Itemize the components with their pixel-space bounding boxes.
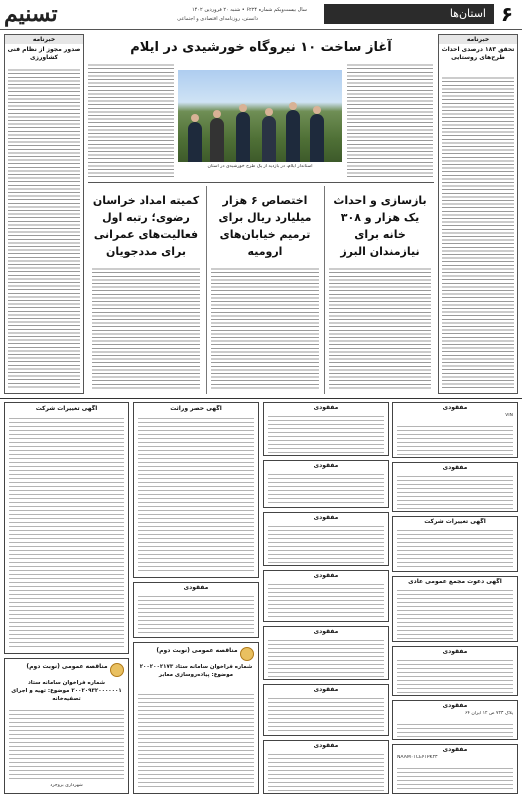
tagline: دانستن، روزنامه‌ای اقتصادی و اجتماعی — [177, 16, 258, 22]
ad-box — [392, 576, 518, 642]
ad-box — [4, 402, 129, 654]
person-figure — [236, 112, 250, 162]
story-3-title: کمیته امداد خراسان رضوی؛ رتبه اول فعالیت‌های عمرانی برای مددجویان — [92, 194, 200, 258]
story-1-body — [329, 266, 431, 390]
ad-text — [397, 423, 513, 455]
story-3 — [88, 186, 204, 394]
story-2-body — [211, 266, 319, 390]
ad-box — [263, 402, 389, 456]
story-1-title: بازسازی و احداث یک هزار و ۳۰۸ خانه برای نیازمندان البرز — [333, 194, 427, 258]
main-story-col-left — [88, 62, 174, 180]
ad-text — [268, 523, 384, 563]
ad-label: مفقودی — [442, 464, 468, 471]
right-column-body — [442, 75, 514, 389]
ad-box — [392, 402, 518, 458]
ad-label: مفقودی — [442, 746, 468, 753]
ad-text — [268, 471, 384, 505]
divider — [88, 182, 434, 183]
ad-text — [268, 695, 384, 733]
page-number: ۶ — [500, 2, 514, 26]
issue-line: سال بیست‌ویکم شماره ۶۲۲۴ • شنبه ۲۰ فروردین ۱۴۰۲ — [192, 7, 307, 13]
ad-text — [397, 657, 513, 693]
ad-text — [9, 707, 124, 781]
newspaper-logo: تسنیم — [4, 1, 58, 27]
ad-label: آگهی تغییرات شرکت — [424, 518, 486, 525]
ad-label: مفقودی — [313, 404, 339, 411]
ad-text — [268, 413, 384, 453]
ad-plate: پلاک ۷۲۳ ص ۱۲ ایران ۶۴ — [464, 711, 513, 716]
ad-label: مفقودی — [313, 572, 339, 579]
section-tab: استان‌ها — [324, 4, 494, 24]
tender-label: مناقصه عمومی (نوبت دوم) — [156, 647, 238, 654]
main-headline: آغاز ساخت ۱۰ نیروگاه خورشیدی در ایلام — [130, 40, 392, 55]
story-2-title: اختصاص ۶ هزار میلیارد ریال برای ترمیم خیابان‌های ارومیه — [218, 194, 312, 258]
left-kicker: خبرنامه — [5, 35, 83, 44]
ad-label: مفقودی — [442, 404, 468, 411]
ad-box — [263, 570, 389, 622]
ad-box — [263, 684, 389, 736]
ad-label: آگهی دعوت مجمع عمومی عادی — [408, 578, 502, 585]
main-story-col-right — [347, 62, 433, 180]
right-column — [438, 34, 518, 394]
ad-text — [397, 765, 513, 791]
story-3-body — [92, 266, 200, 390]
story-1 — [324, 186, 434, 394]
ad-box — [392, 516, 518, 572]
ads-separator — [0, 398, 522, 399]
ad-label: آگهی تغییرات شرکت — [35, 405, 98, 412]
ad-text — [138, 691, 254, 789]
person-figure — [210, 118, 224, 162]
ad-text — [138, 415, 254, 573]
ad-box — [263, 626, 389, 680]
ad-text — [268, 751, 384, 791]
person-figure — [188, 122, 202, 162]
ad-text — [9, 415, 124, 649]
ad-text — [138, 593, 254, 635]
left-column — [4, 34, 84, 394]
ad-text — [397, 527, 513, 569]
right-column-title: تحقق ۱۸۳ درصدی احداث طرح‌های روستایی — [441, 46, 515, 61]
person-head — [313, 106, 321, 114]
ad-text — [268, 581, 384, 619]
person-head — [289, 102, 297, 110]
ad-text — [268, 637, 384, 677]
person-head — [265, 108, 273, 116]
main-photo — [178, 70, 342, 162]
ad-box — [263, 740, 389, 794]
ad-label: مفقودی — [313, 514, 339, 521]
ad-text — [397, 473, 513, 509]
ad-vin: VIN — [505, 413, 513, 418]
ad-box — [263, 460, 389, 508]
ad-box — [263, 512, 389, 566]
person-head — [239, 104, 247, 112]
ad-text — [397, 721, 513, 737]
ad-box — [392, 700, 518, 740]
person-figure — [262, 116, 276, 162]
tender-ad-2 — [133, 642, 259, 794]
left-column-body — [8, 67, 80, 389]
ad-box — [133, 402, 259, 578]
ad-text — [397, 587, 513, 639]
ad-label: آگهی حصر وراثت — [170, 405, 222, 412]
tender-title: شماره فراخوان سامانه ستاد ۲۰۰۲۰۹۳۲۰۰۰۰۰۰۱ موضوع: تهیه و اجرای تصفیه‌خانه — [11, 680, 122, 702]
org-emblem-icon — [110, 663, 124, 677]
ad-footer: شهرداری بروجرد — [50, 783, 83, 788]
ad-box — [392, 646, 518, 696]
story-2 — [206, 186, 322, 394]
ad-label: مفقودی — [313, 628, 339, 635]
photo-caption: استاندار ایلام، در بازدید از یک طرح خورشیدی در استان — [207, 164, 313, 169]
left-column-title: صدور مجوز از نظام فنی کشاورزی — [7, 46, 81, 61]
person-figure — [286, 110, 300, 162]
ad-box — [392, 744, 518, 794]
person-figure — [310, 114, 324, 162]
right-kicker: خبرنامه — [439, 35, 517, 44]
person-head — [191, 114, 199, 122]
tender-title: شماره فراخوان سامانه ستاد ۲۰۰۲۰۰۲۱۷۳ موضوع: پیاده‌روسازی معابر — [139, 664, 253, 678]
ad-label: مفقودی — [183, 584, 209, 591]
masthead — [0, 0, 522, 30]
tender-label: مناقصه عمومی (نوبت دوم) — [26, 663, 108, 670]
ad-label: مفقودی — [313, 742, 339, 749]
org-emblem-icon — [240, 647, 254, 661]
ad-box — [133, 582, 259, 638]
person-head — [213, 110, 221, 118]
ad-label: مفقودی — [442, 648, 468, 655]
ad-motor: NAAM۰۱CE۴۱PK۲۳ — [397, 755, 438, 760]
ad-label: مفقودی — [313, 686, 339, 693]
tender-ad-1 — [4, 658, 129, 794]
ad-box — [392, 462, 518, 512]
ad-label: مفقودی — [313, 462, 339, 469]
ad-label: مفقودی — [442, 702, 468, 709]
